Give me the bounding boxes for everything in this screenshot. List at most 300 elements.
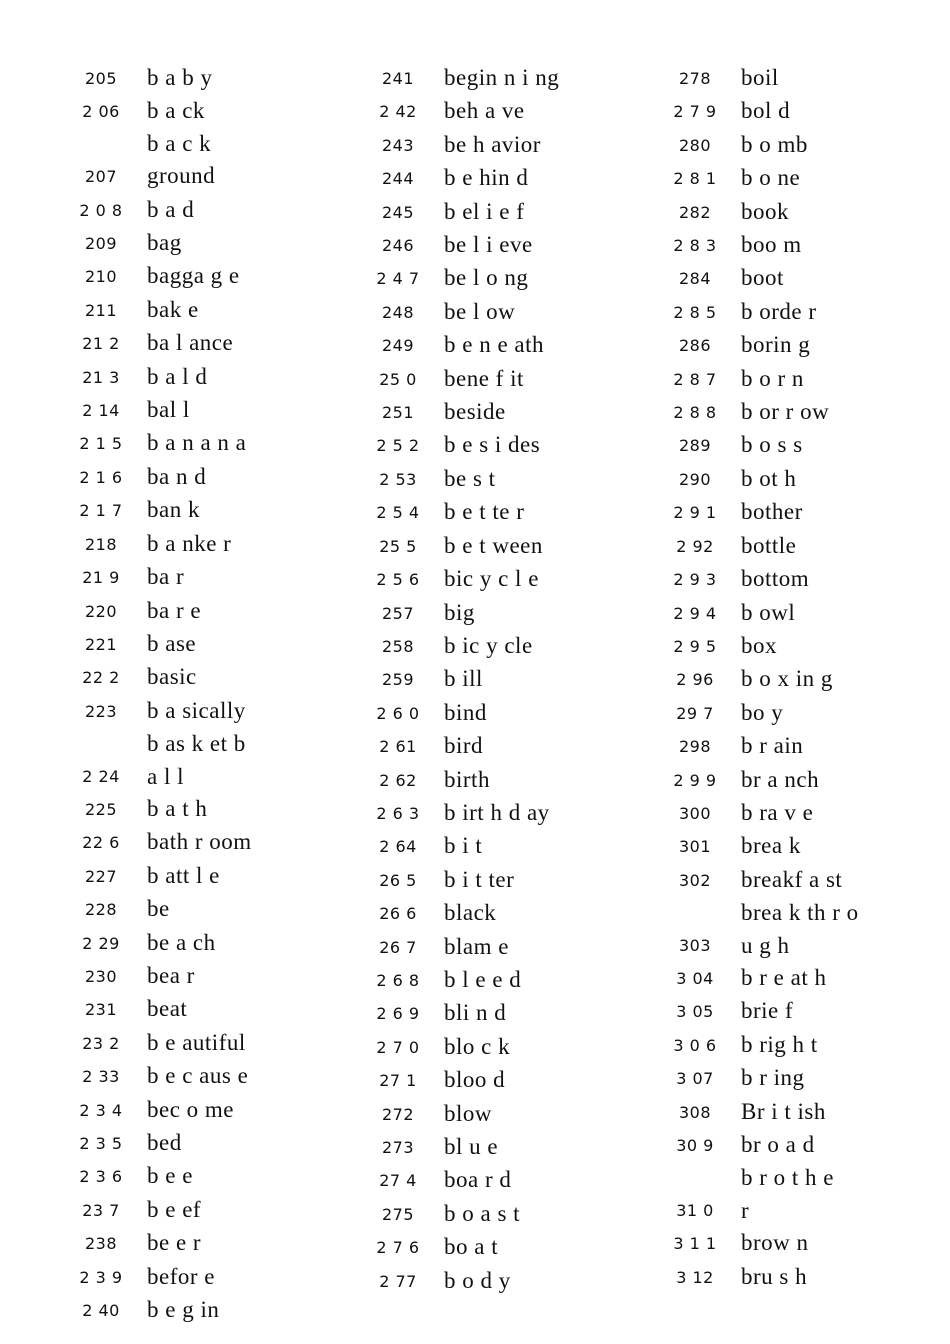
- entry-word-line: bl u e: [444, 1134, 499, 1159]
- entry-word: [132, 561, 184, 593]
- entry-number: 23 2: [82, 1033, 120, 1053]
- entry-number: 280: [678, 135, 712, 155]
- entry-word: [132, 993, 187, 1025]
- entry-word: [726, 363, 804, 395]
- entry-number: 207: [84, 167, 118, 187]
- entry-word-line: ba r e: [147, 597, 202, 623]
- entry-number: 2 9 1: [673, 503, 717, 523]
- word-entry: [70, 227, 252, 260]
- entry-word-line: big: [444, 599, 475, 625]
- entry-word: [429, 363, 524, 395]
- word-entry: [70, 661, 252, 694]
- entry-number: 3 07: [676, 1069, 714, 1089]
- entry-word-line: b a ck: [147, 98, 205, 124]
- entry-word-line: boo m: [741, 232, 802, 258]
- entry-word: [726, 897, 859, 962]
- entry-number: 2 1 7: [79, 501, 123, 521]
- entry-number: 3 0 6: [673, 1035, 717, 1055]
- entry-word: [429, 162, 528, 194]
- entry-word-line: b r o t h e: [741, 1165, 835, 1191]
- word-entry: [367, 697, 559, 730]
- entry-word-line: be a ch: [147, 929, 216, 955]
- entry-word: [726, 1162, 834, 1227]
- word-entry: [367, 663, 559, 696]
- entry-number: 25 5: [379, 536, 417, 556]
- word-entry: [664, 396, 859, 429]
- entry-word-line: be l ow: [444, 298, 516, 324]
- entry-number: 2 9 9: [673, 770, 717, 790]
- entry-number: 282: [678, 202, 712, 222]
- word-column-1: [70, 62, 252, 1327]
- entry-word: [726, 995, 793, 1027]
- entry-number: 2 24: [82, 766, 120, 786]
- word-entry: [70, 826, 252, 859]
- entry-word-line: b el i e f: [444, 198, 525, 224]
- word-entry: [70, 160, 252, 193]
- entry-word-line: be l i eve: [444, 232, 533, 258]
- entry-word-line: be: [147, 896, 170, 922]
- word-entry: [664, 496, 859, 529]
- word-entry: [664, 329, 859, 362]
- entry-number: 259: [381, 670, 415, 690]
- entry-number: 220: [84, 601, 118, 621]
- entry-word-line: br a nch: [741, 766, 820, 792]
- entry-word-line: b a b y: [147, 65, 213, 90]
- entry-word: [726, 663, 833, 695]
- entry-number: 22 6: [82, 833, 120, 853]
- entry-word-line: b i t: [444, 833, 483, 859]
- word-entry: [70, 528, 252, 561]
- entry-word-line: b e e: [147, 1163, 193, 1189]
- entry-word-line: bind: [444, 699, 487, 725]
- entry-word-line: b o x in g: [741, 666, 833, 692]
- entry-number: 221: [84, 634, 118, 654]
- entry-word: [132, 595, 201, 627]
- entry-number: 298: [678, 737, 712, 757]
- entry-word: [429, 697, 487, 729]
- word-entry: [367, 396, 559, 429]
- word-entry: [664, 229, 859, 262]
- entry-number: 227: [84, 866, 118, 886]
- entry-number: 2 7 0: [376, 1037, 420, 1057]
- entry-number: 257: [381, 603, 415, 623]
- entry-number: 2 0 8: [79, 200, 123, 220]
- entry-word: [429, 196, 524, 228]
- word-entry: [664, 1162, 859, 1227]
- word-entry: [367, 296, 559, 329]
- entry-word: [429, 463, 496, 495]
- entry-word: [429, 1064, 505, 1096]
- entry-word: [132, 695, 246, 727]
- entry-number: 2 53: [379, 469, 417, 489]
- word-entry: [664, 162, 859, 195]
- word-entry: [367, 1031, 559, 1064]
- entry-number: 2 8 8: [673, 403, 717, 423]
- entry-word: [132, 1160, 193, 1192]
- entry-word: [429, 663, 483, 695]
- word-entry: [70, 494, 252, 527]
- word-entry: [664, 797, 859, 830]
- entry-word-line: b o r n: [741, 365, 804, 391]
- entry-number: 246: [381, 236, 415, 256]
- word-entry: [664, 62, 859, 95]
- word-entry: [367, 1198, 559, 1231]
- entry-word: [429, 897, 496, 929]
- entry-number: 278: [678, 69, 712, 88]
- entry-word-line: b irt h d ay: [444, 799, 550, 825]
- entry-number: 31 0: [676, 1200, 714, 1220]
- word-entry: [70, 927, 252, 960]
- word-entry: [367, 897, 559, 930]
- entry-word-line: beat: [147, 996, 188, 1022]
- word-entry: [664, 597, 859, 630]
- entry-number: 211: [84, 300, 118, 320]
- word-entry: [664, 95, 859, 128]
- entry-word: [132, 1294, 219, 1326]
- entry-word-line: ground: [147, 163, 216, 189]
- entry-number: 2 8 3: [673, 236, 717, 256]
- entry-number: 2 9 5: [673, 636, 717, 656]
- word-entry: [367, 1064, 559, 1097]
- entry-word: [726, 797, 813, 829]
- entry-word-line: bird: [444, 733, 484, 759]
- entry-number: 2 1 5: [79, 434, 123, 454]
- entry-word-line: bec o me: [147, 1096, 235, 1122]
- entry-word: [429, 262, 528, 294]
- word-entry: [664, 663, 859, 696]
- entry-number: 2 3 5: [79, 1134, 123, 1153]
- entry-word-line: brow n: [741, 1230, 809, 1256]
- word-entry: [664, 1096, 859, 1129]
- entry-number: 272: [381, 1104, 415, 1124]
- entry-number: 290: [678, 469, 712, 489]
- entry-word-line: be l o ng: [444, 265, 529, 291]
- word-entry: [664, 1227, 859, 1260]
- entry-word-line: brea k: [741, 833, 801, 859]
- entry-number: 2 9 3: [673, 570, 717, 590]
- entry-number: 26 6: [379, 904, 417, 924]
- entry-number: 21 9: [82, 568, 120, 588]
- entry-number: 245: [381, 202, 415, 222]
- entry-number: 29 7: [676, 703, 714, 723]
- word-entry: [367, 1164, 559, 1197]
- entry-word: [132, 826, 252, 858]
- entry-word-line: b orde r: [741, 298, 817, 324]
- word-entry: [367, 764, 559, 797]
- entry-number: 26 5: [379, 870, 417, 890]
- entry-number: 2 8 5: [673, 302, 717, 322]
- entry-number: 231: [84, 1000, 118, 1020]
- word-entry: [367, 597, 559, 630]
- entry-word: [726, 1029, 818, 1061]
- entry-word-line: b e hin d: [444, 165, 529, 191]
- entry-word-line: box: [741, 632, 777, 658]
- entry-word-line: b a nke r: [147, 530, 232, 556]
- word-entry: [70, 1261, 252, 1294]
- entry-word-line: ban k: [147, 497, 200, 523]
- entry-word-line: book: [741, 198, 789, 224]
- word-entry: [367, 1265, 559, 1298]
- entry-word: [726, 262, 784, 294]
- entry-word: [429, 931, 509, 963]
- word-entry: [664, 1029, 859, 1062]
- entry-word-line: bag: [147, 230, 182, 256]
- word-entry: [664, 764, 859, 797]
- entry-number: 21 3: [82, 367, 120, 387]
- entry-word: [726, 1129, 815, 1161]
- word-entry: [367, 496, 559, 529]
- word-entry: [367, 363, 559, 396]
- entry-word-line: bath r oom: [147, 829, 252, 855]
- entry-word-line: bene f it: [444, 365, 524, 391]
- entry-word: [132, 927, 216, 959]
- entry-word: [726, 62, 779, 94]
- entry-word-line: b o d y: [444, 1267, 511, 1293]
- entry-word: [132, 361, 207, 393]
- entry-number: 243: [381, 135, 415, 155]
- entry-word-line: b ic y cle: [444, 632, 533, 658]
- entry-word: [132, 95, 211, 160]
- entry-word-line: b att l e: [147, 862, 220, 888]
- entry-word-line: b r ing: [741, 1065, 805, 1091]
- entry-number: 218: [84, 534, 118, 554]
- word-entry: [70, 1294, 252, 1327]
- entry-word-line: b as k et b: [147, 731, 246, 757]
- entry-word: [132, 194, 194, 226]
- word-entry: [367, 329, 559, 362]
- entry-word-line: b a sically: [147, 697, 246, 723]
- word-entry: [367, 62, 559, 95]
- entry-word: [726, 864, 842, 896]
- entry-word: [429, 429, 540, 461]
- entry-number: 2 7 9: [673, 102, 717, 122]
- entry-word: [726, 730, 803, 762]
- entry-number: 209: [84, 234, 118, 254]
- word-entry: [70, 95, 252, 160]
- entry-word-line: befor e: [147, 1263, 215, 1289]
- entry-number: 300: [678, 803, 712, 823]
- entry-word-line: brea k th r o: [741, 900, 859, 926]
- entry-word: [429, 1198, 520, 1230]
- word-entry: [70, 62, 252, 95]
- entry-word-line: b r e at h: [741, 964, 827, 990]
- entry-number: 2 3 6: [79, 1167, 123, 1187]
- entry-number: 205: [84, 69, 118, 88]
- entry-word-line: b e ef: [147, 1196, 202, 1222]
- entry-number: 241: [381, 69, 415, 88]
- entry-word: [132, 294, 199, 326]
- entry-number: 3 05: [676, 1002, 714, 1022]
- entry-word-line: b r ain: [741, 733, 804, 759]
- word-entry: [367, 1098, 559, 1131]
- word-entry: [664, 196, 859, 229]
- entry-word-line: b e g in: [147, 1297, 220, 1323]
- entry-word-line: bother: [741, 499, 803, 525]
- entry-word-line: b a d: [147, 196, 195, 222]
- entry-number: 249: [381, 336, 415, 356]
- entry-number: 3 04: [676, 968, 714, 988]
- entry-word-line: b a t h: [147, 795, 208, 821]
- entry-word-line: borin g: [741, 332, 811, 358]
- entry-word-line: begin n i ng: [444, 65, 560, 90]
- entry-number: 301: [678, 837, 712, 857]
- entry-number: 238: [84, 1234, 118, 1254]
- word-entry: [70, 1194, 252, 1227]
- entry-number: 244: [381, 169, 415, 189]
- entry-word: [132, 227, 182, 259]
- entry-number: 2 8 1: [673, 169, 717, 189]
- entry-word: [429, 797, 550, 829]
- entry-number: 2 40: [82, 1301, 120, 1321]
- entry-word: [726, 1096, 826, 1128]
- entry-number: 3 1 1: [673, 1234, 717, 1254]
- entry-word-line: b e s i des: [444, 432, 541, 458]
- entry-word: [132, 461, 206, 493]
- word-entry: [367, 997, 559, 1030]
- word-entry: [664, 1261, 859, 1294]
- word-entry: [367, 129, 559, 162]
- entry-word: [429, 296, 515, 328]
- entry-number: 2 77: [379, 1271, 417, 1291]
- word-entry: [367, 730, 559, 763]
- word-entry: [70, 561, 252, 594]
- entry-word: [429, 62, 559, 94]
- entry-word-line: ba r: [147, 564, 185, 590]
- entry-word: [726, 1227, 809, 1259]
- entry-word-line: boil: [741, 65, 779, 90]
- entry-number: 225: [84, 799, 118, 819]
- entry-number: 26 7: [379, 937, 417, 957]
- word-entry: [70, 1060, 252, 1093]
- entry-word: [429, 1231, 498, 1263]
- entry-word: [429, 1164, 511, 1196]
- entry-word: [132, 1060, 248, 1092]
- entry-word: [429, 329, 544, 361]
- word-entry: [664, 1129, 859, 1162]
- entry-word-line: bea r: [147, 962, 195, 988]
- entry-word: [429, 864, 514, 896]
- entry-word: [429, 1098, 492, 1130]
- entry-word-line: boa r d: [444, 1167, 512, 1193]
- entry-word: [726, 764, 819, 796]
- word-entry: [664, 730, 859, 763]
- entry-word-line: be e r: [147, 1230, 202, 1256]
- word-entry: [664, 563, 859, 596]
- entry-number: 2 8 7: [673, 369, 717, 389]
- entry-word-line: b e n e ath: [444, 332, 545, 358]
- entry-word: [132, 860, 220, 892]
- entry-word: [132, 661, 197, 693]
- word-entry: [664, 530, 859, 563]
- entry-word: [726, 962, 826, 994]
- entry-word-line: bak e: [147, 296, 199, 322]
- entry-number: 2 06: [82, 102, 120, 122]
- entry-word: [132, 628, 196, 660]
- entry-word-line: b e t te r: [444, 499, 525, 525]
- word-entry: [367, 797, 559, 830]
- word-entry: [70, 1227, 252, 1260]
- entry-word: [726, 429, 803, 461]
- entry-word: [726, 1261, 807, 1293]
- entry-word-line: b ill: [444, 666, 483, 692]
- entry-word: [429, 730, 483, 762]
- word-entry: [70, 1160, 252, 1193]
- word-entry: [664, 463, 859, 496]
- entry-word: [726, 530, 796, 562]
- word-entry: [664, 697, 859, 730]
- entry-word-line: blo c k: [444, 1033, 511, 1059]
- word-entry: [70, 427, 252, 460]
- entry-number: 286: [678, 336, 712, 356]
- entry-word: [429, 229, 533, 261]
- entry-word: [132, 793, 207, 825]
- entry-word: [429, 764, 490, 796]
- entry-word: [132, 893, 170, 925]
- entry-word: [726, 1062, 805, 1094]
- entry-word-line: ba n d: [147, 463, 207, 489]
- entry-number: 22 2: [82, 668, 120, 688]
- entry-word-line: b l e e d: [444, 966, 522, 992]
- word-entry: [664, 962, 859, 995]
- entry-word: [726, 95, 790, 127]
- entry-word-line: b ot h: [741, 465, 797, 491]
- entry-word: [726, 463, 796, 495]
- word-entry: [70, 461, 252, 494]
- entry-word-line: bottom: [741, 566, 810, 592]
- word-entry: [70, 595, 252, 628]
- entry-number: 2 6 3: [376, 803, 420, 823]
- entry-word: [429, 129, 541, 161]
- entry-word-line: r: [741, 1197, 750, 1223]
- entry-word-line: b i t ter: [444, 866, 515, 892]
- entry-word: [429, 997, 506, 1029]
- entry-word: [132, 260, 240, 292]
- entry-word: [726, 697, 783, 729]
- entry-word: [726, 830, 801, 862]
- entry-word: [726, 229, 802, 261]
- word-entry: [70, 793, 252, 826]
- entry-word: [726, 396, 829, 428]
- word-entry: [70, 695, 252, 728]
- entry-word: [132, 62, 212, 94]
- entry-word-line: b o s s: [741, 432, 803, 458]
- entry-number: 27 1: [379, 1071, 417, 1091]
- word-entry: [367, 229, 559, 262]
- entry-word-line: a l l: [147, 763, 184, 789]
- entry-number: 2 3 4: [79, 1100, 123, 1120]
- entry-number: 2 14: [82, 401, 120, 421]
- entry-word: [132, 427, 246, 459]
- entry-word-line: br o a d: [741, 1132, 815, 1157]
- entry-number: 210: [84, 267, 118, 287]
- word-entry: [70, 260, 252, 293]
- word-entry: [367, 429, 559, 462]
- entry-number: 2 1 6: [79, 467, 123, 487]
- entry-word: [726, 162, 800, 194]
- entry-word: [726, 630, 777, 662]
- word-entry: [367, 1231, 559, 1264]
- word-entry: [664, 429, 859, 462]
- entry-number: 2 64: [379, 837, 417, 857]
- entry-word: [429, 95, 525, 127]
- word-entry: [664, 630, 859, 663]
- entry-number: 2 5 4: [376, 503, 420, 523]
- entry-number: 228: [84, 900, 118, 920]
- entry-number: 2 5 2: [376, 436, 420, 456]
- entry-word-line: basic: [147, 664, 197, 690]
- word-entry: [70, 294, 252, 327]
- entry-number: 289: [678, 436, 712, 456]
